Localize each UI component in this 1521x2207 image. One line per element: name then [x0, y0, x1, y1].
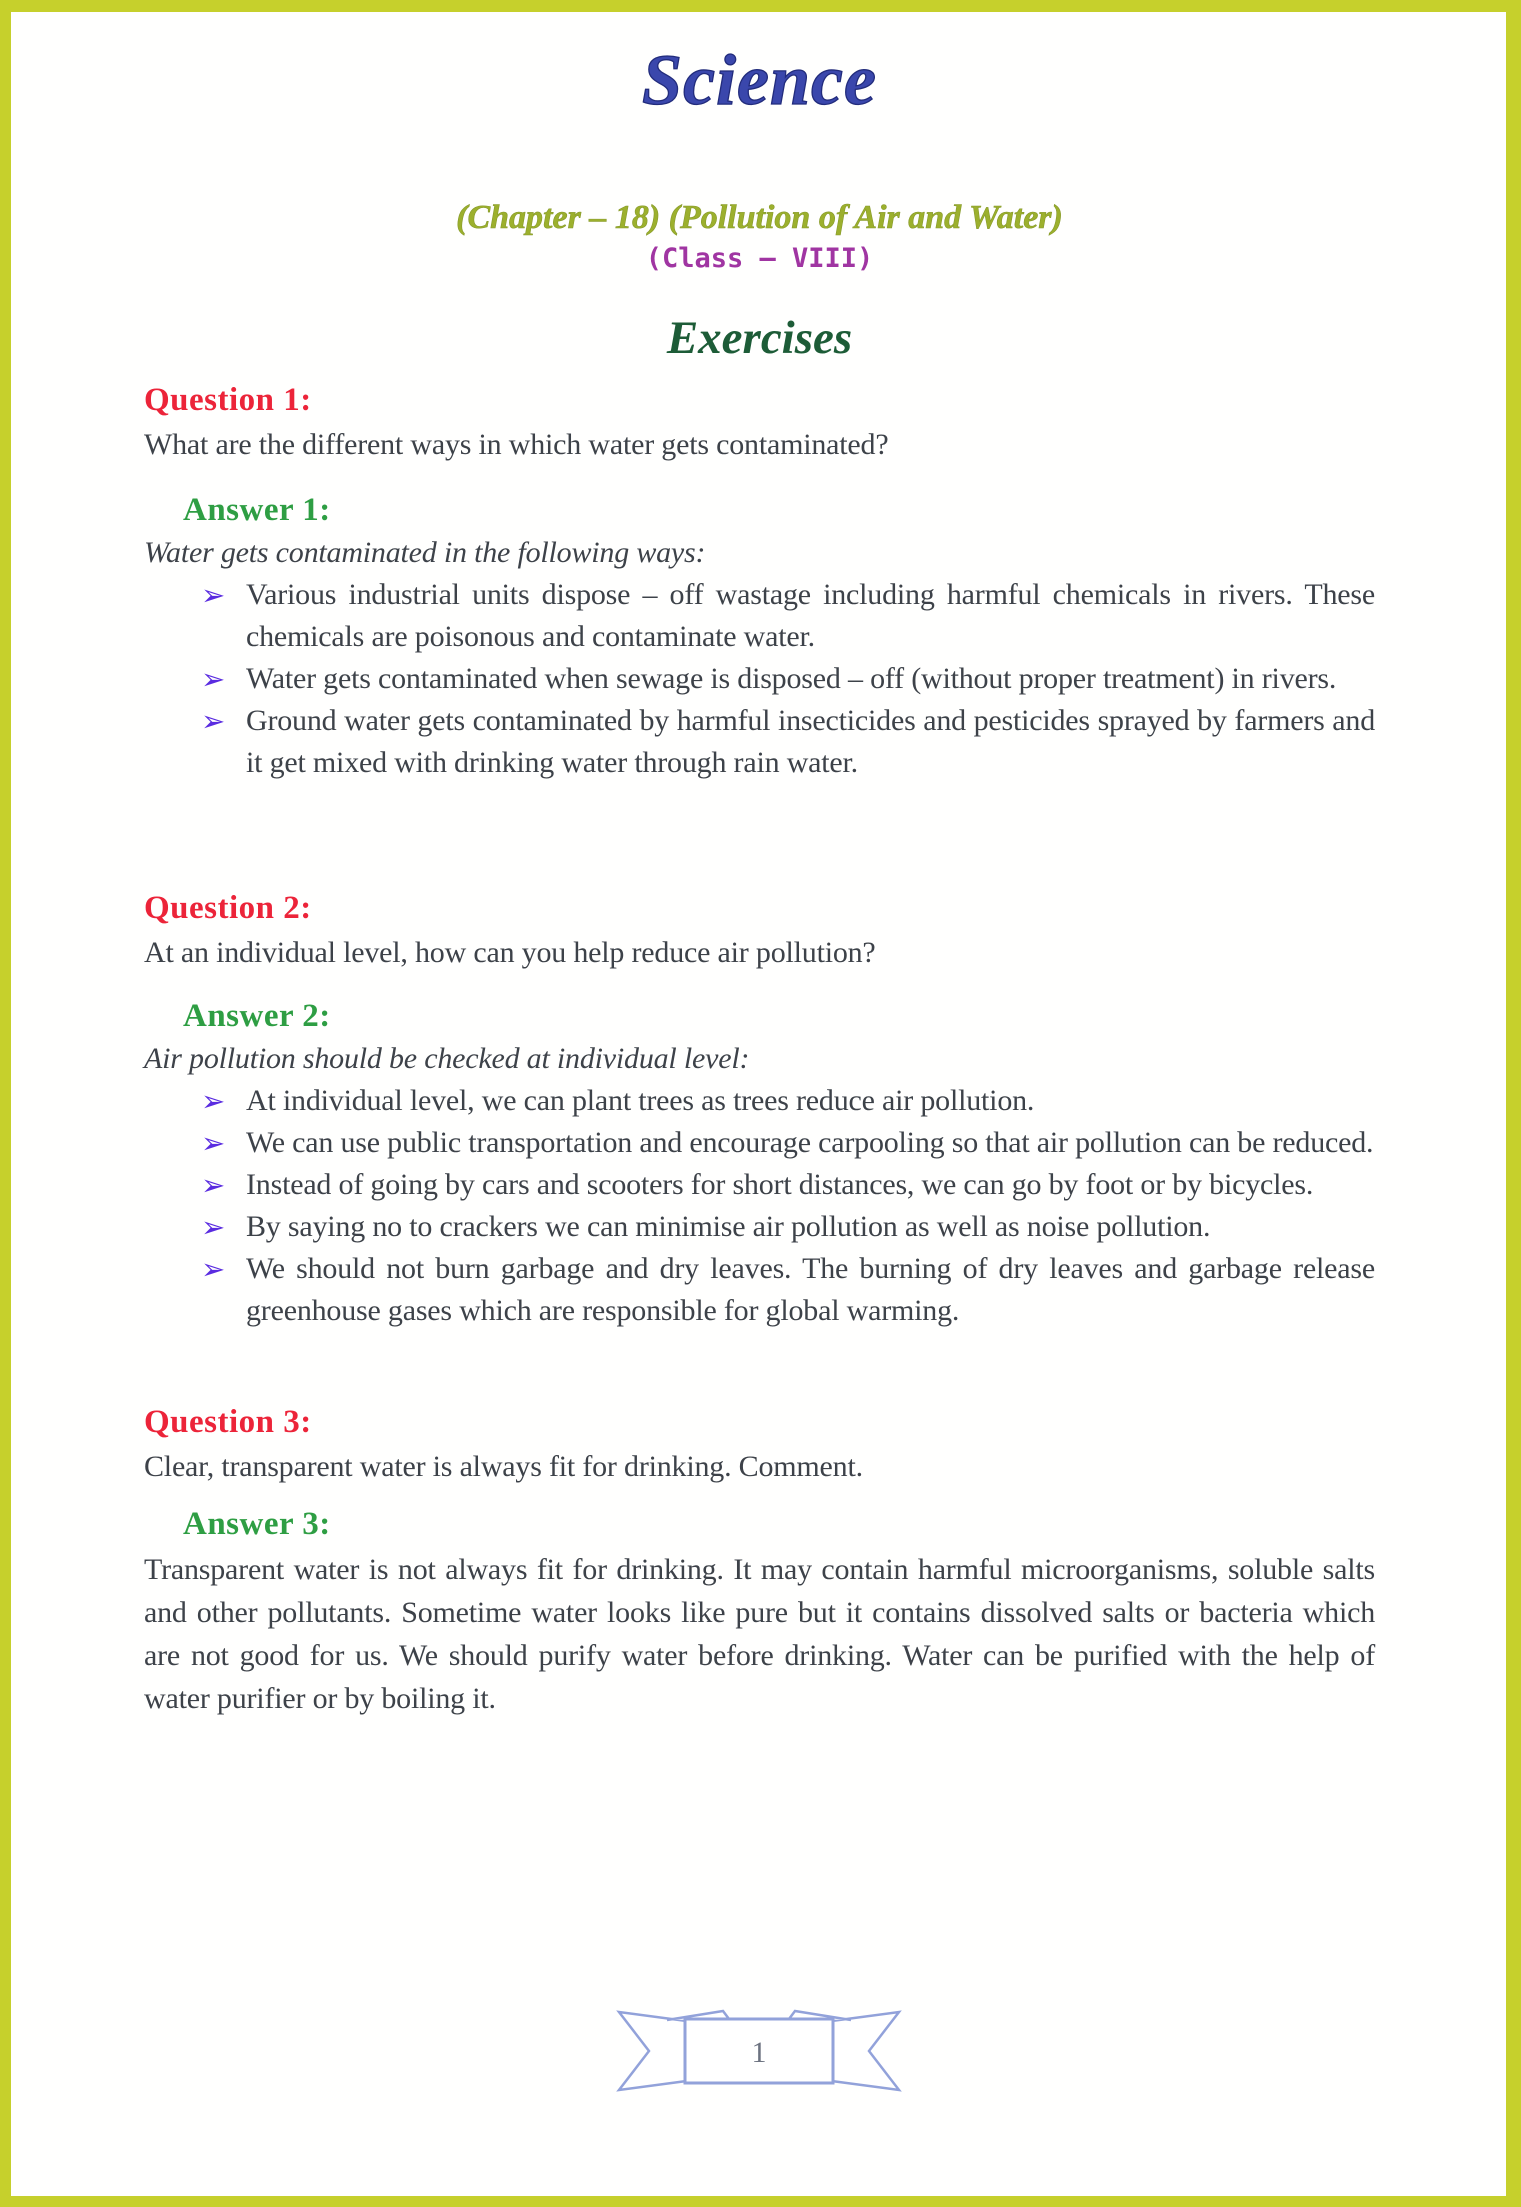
- bullet-text: Ground water gets contaminated by harmful insecticides and pesticides sprayed by farmers and it get mixed with drinking water through rain water.: [246, 704, 1375, 779]
- question-1-text: What are the different ways in which water gets contaminated?: [144, 428, 889, 461]
- section-heading-exercises: Exercises: [666, 312, 853, 364]
- bullet-item: [201, 700, 1375, 784]
- bullet-item: [201, 574, 1375, 658]
- answer-1-intro: Water gets contaminated in the following ways:: [144, 536, 706, 569]
- class-heading: (Class – VIII): [645, 243, 874, 274]
- bullet-item: [201, 1122, 1375, 1164]
- answer-2-label: Answer 2:: [183, 998, 331, 1034]
- page-number: 1: [751, 2036, 766, 2069]
- bullet-arrow-icon: ➢: [201, 662, 226, 696]
- question-1-label: Question 1:: [144, 382, 312, 418]
- answer-3-label: Answer 3:: [183, 1506, 331, 1542]
- answer-1-bullet-list: [201, 574, 1375, 784]
- question-3-label: Question 3:: [144, 1404, 312, 1440]
- banner-ribbon-icon: [609, 2002, 909, 2097]
- question-2-text: At an individual level, how can you help reduce air pollution?: [144, 936, 876, 969]
- bullet-item: [201, 1248, 1375, 1332]
- bullet-text: Instead of going by cars and scooters for short distances, we can go by foot or by bicycles.: [246, 1168, 1314, 1201]
- page-title: Science: [642, 40, 877, 120]
- question-block-2: [144, 888, 1375, 1332]
- page-content: [11, 40, 1506, 1720]
- bullet-arrow-icon: ➢: [201, 1252, 226, 1286]
- question-3-text: Clear, transparent water is always fit for drinking. Comment.: [144, 1450, 863, 1483]
- bullet-text: We should not burn garbage and dry leaves. The burning of dry leaves and garbage release greenhouse gases which are responsible for global warming.: [246, 1252, 1375, 1327]
- answer-1-label: Answer 1:: [183, 492, 331, 528]
- bullet-arrow-icon: ➢: [201, 1084, 226, 1118]
- bullet-item: [201, 1206, 1375, 1248]
- bullet-arrow-icon: ➢: [201, 578, 226, 612]
- bullet-arrow-icon: ➢: [201, 1126, 226, 1160]
- page-number-ribbon: [609, 2002, 909, 2097]
- bullet-item: [201, 658, 1375, 700]
- bullet-item: [201, 1080, 1375, 1122]
- answer-3-paragraph: Transparent water is not always fit for drinking. It may contain harmful microorganisms, soluble salts and other pollutants. Sometime water looks like pure but it contains dissolved salts or bacteria which are not good for us. We should purify water before drinking. Water can be purified with the help of water purifier or by boiling it.: [144, 1553, 1375, 1715]
- bullet-arrow-icon: ➢: [201, 704, 226, 738]
- bullet-text: Water gets contaminated when sewage is disposed – off (without proper treatment) in rivers.: [246, 662, 1337, 695]
- question-block-3: [144, 1402, 1375, 1720]
- answer-2-bullet-list: [201, 1080, 1375, 1332]
- bullet-text: Various industrial units dispose – off wastage including harmful chemicals in rivers. These chemicals are poisonous and contaminate water.: [246, 578, 1375, 653]
- bullet-arrow-icon: ➢: [201, 1168, 226, 1202]
- question-block-1: [144, 380, 1375, 784]
- bullet-text: At individual level, we can plant trees as trees reduce air pollution.: [246, 1084, 1035, 1117]
- question-2-label: Question 2:: [144, 890, 312, 926]
- chapter-heading: (Chapter – 18) (Pollution of Air and Water): [456, 199, 1063, 236]
- bullet-arrow-icon: ➢: [201, 1210, 226, 1244]
- bullet-text: By saying no to crackers we can minimise air pollution as well as noise pollution.: [246, 1210, 1211, 1243]
- answer-2-intro: Air pollution should be checked at individual level:: [144, 1042, 750, 1075]
- bullet-text: We can use public transportation and encourage carpooling so that air pollution can be reduced.: [246, 1126, 1374, 1159]
- bullet-item: [201, 1164, 1375, 1206]
